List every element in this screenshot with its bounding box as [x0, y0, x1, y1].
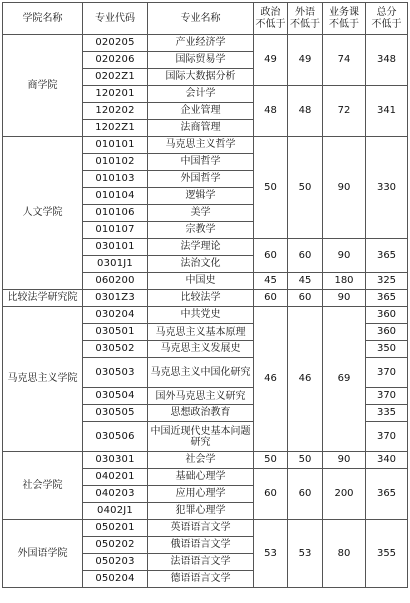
major-cell: 法治文化 — [148, 256, 254, 273]
table-row — [3, 307, 408, 324]
major-cell: 基础心理学 — [148, 469, 254, 486]
code-cell: 030505 — [83, 405, 148, 422]
code-cell: 030502 — [83, 341, 148, 358]
total-cell: 360 — [366, 324, 408, 341]
major-cell: 中共党史 — [148, 307, 254, 324]
language-cell: 53 — [288, 520, 323, 588]
major-cell: 马克思主义发展史 — [148, 341, 254, 358]
table-row — [3, 290, 408, 307]
code-cell: 030204 — [83, 307, 148, 324]
language-cell: 45 — [288, 273, 323, 290]
politics-cell: 48 — [254, 86, 288, 137]
major-cell: 国外马克思主义研究 — [148, 388, 254, 405]
business-cell: 90 — [323, 239, 366, 273]
code-cell: 120202 — [83, 103, 148, 120]
business-cell: 180 — [323, 273, 366, 290]
header-politics-line1: 政治 — [260, 6, 281, 18]
language-cell: 46 — [288, 307, 323, 452]
total-cell: 350 — [366, 341, 408, 358]
politics-cell: 49 — [254, 35, 288, 86]
major-cell: 产业经济学 — [148, 35, 254, 52]
code-cell: 020206 — [83, 52, 148, 69]
table-row — [3, 452, 408, 469]
code-cell: 040203 — [83, 486, 148, 503]
code-cell: 040201 — [83, 469, 148, 486]
code-cell: 020205 — [83, 35, 148, 52]
total-cell: 365 — [366, 239, 408, 273]
code-cell: 050203 — [83, 554, 148, 571]
code-cell: 010102 — [83, 154, 148, 171]
major-cell: 德语语言文学 — [148, 571, 254, 588]
total-cell: 365 — [366, 469, 408, 520]
total-cell: 370 — [366, 358, 408, 388]
business-cell: 90 — [323, 452, 366, 469]
header-total — [366, 3, 408, 35]
major-cell: 比较法学 — [148, 290, 254, 307]
business-cell: 200 — [323, 469, 366, 520]
code-cell: 010104 — [83, 188, 148, 205]
table-row — [3, 35, 408, 52]
code-cell: 030101 — [83, 239, 148, 256]
major-cell: 马克思主义中国化研究 — [148, 358, 254, 388]
total-cell: 370 — [366, 388, 408, 405]
college-cell: 比较法学研究院 — [3, 290, 83, 307]
major-cell: 马克思主义基本原理 — [148, 324, 254, 341]
major-cell: 会计学 — [148, 86, 254, 103]
header-politics-line2: 不低于 — [255, 18, 286, 30]
business-cell: 69 — [323, 307, 366, 452]
major-cell: 法语语言文学 — [148, 554, 254, 571]
code-cell: 050202 — [83, 537, 148, 554]
major-cell: 企业管理 — [148, 103, 254, 120]
politics-cell: 46 — [254, 307, 288, 452]
code-cell: 030504 — [83, 388, 148, 405]
major-cell: 法学理论 — [148, 239, 254, 256]
total-cell: 325 — [366, 273, 408, 290]
total-cell: 355 — [366, 520, 408, 588]
code-cell: 050201 — [83, 520, 148, 537]
language-cell: 50 — [288, 452, 323, 469]
major-cell: 法商管理 — [148, 120, 254, 137]
code-cell: 060200 — [83, 273, 148, 290]
major-cell: 中国近现代史基本问题研究 — [148, 422, 254, 452]
business-cell: 72 — [323, 86, 366, 137]
total-cell: 370 — [366, 422, 408, 452]
code-cell: 010101 — [83, 137, 148, 154]
major-cell: 犯罪心理学 — [148, 503, 254, 520]
header-language — [288, 3, 323, 35]
header-language-line1: 外语 — [295, 6, 315, 18]
table-row — [3, 520, 408, 537]
business-cell: 90 — [323, 290, 366, 307]
major-cell: 英语语言文学 — [148, 520, 254, 537]
language-cell: 60 — [288, 290, 323, 307]
total-cell: 335 — [366, 405, 408, 422]
code-cell: 050204 — [83, 571, 148, 588]
college-cell: 社会学院 — [3, 452, 83, 520]
language-cell: 49 — [288, 35, 323, 86]
header-total-line1: 总分 — [376, 6, 397, 18]
college-cell: 人文学院 — [3, 137, 83, 290]
language-cell: 60 — [288, 239, 323, 273]
header-college: 学院名称 — [3, 3, 83, 35]
politics-cell: 53 — [254, 520, 288, 588]
total-cell: 340 — [366, 452, 408, 469]
code-cell: 0301J1 — [83, 256, 148, 273]
code-cell: 120201 — [83, 86, 148, 103]
major-cell: 马克思主义哲学 — [148, 137, 254, 154]
total-cell: 365 — [366, 290, 408, 307]
code-cell: 010107 — [83, 222, 148, 239]
code-cell: 030503 — [83, 358, 148, 388]
politics-cell: 60 — [254, 290, 288, 307]
header-business-line1: 业务课 — [329, 6, 359, 18]
politics-cell: 50 — [254, 452, 288, 469]
code-cell: 0402J1 — [83, 503, 148, 520]
major-cell: 外国哲学 — [148, 171, 254, 188]
code-cell: 030301 — [83, 452, 148, 469]
college-cell: 外国语学院 — [3, 520, 83, 588]
major-cell: 社会学 — [148, 452, 254, 469]
total-cell: 360 — [366, 307, 408, 324]
code-cell: 010103 — [83, 171, 148, 188]
code-cell: 1202Z1 — [83, 120, 148, 137]
header-code: 专业代码 — [83, 3, 148, 35]
major-cell: 宗教学 — [148, 222, 254, 239]
header-major: 专业名称 — [148, 3, 254, 35]
header-row — [3, 3, 408, 35]
major-cell: 国际贸易学 — [148, 52, 254, 69]
header-language-line2: 不低于 — [290, 18, 320, 30]
politics-cell: 50 — [254, 137, 288, 239]
code-cell: 0301Z3 — [83, 290, 148, 307]
total-cell: 348 — [366, 35, 408, 86]
major-cell: 逻辑学 — [148, 188, 254, 205]
major-cell: 中国史 — [148, 273, 254, 290]
total-cell: 341 — [366, 86, 408, 137]
college-cell: 商学院 — [3, 35, 83, 137]
code-cell: 0202Z1 — [83, 69, 148, 86]
language-cell: 60 — [288, 469, 323, 520]
table-row — [3, 137, 408, 154]
major-cell: 美学 — [148, 205, 254, 222]
code-cell: 010106 — [83, 205, 148, 222]
major-cell: 中国哲学 — [148, 154, 254, 171]
politics-cell: 45 — [254, 273, 288, 290]
header-business — [323, 3, 366, 35]
business-cell: 80 — [323, 520, 366, 588]
header-politics — [254, 3, 288, 35]
business-cell: 74 — [323, 35, 366, 86]
major-cell: 应用心理学 — [148, 486, 254, 503]
politics-cell: 60 — [254, 239, 288, 273]
code-cell: 030506 — [83, 422, 148, 452]
code-cell: 030501 — [83, 324, 148, 341]
header-total-line2: 不低于 — [371, 18, 402, 30]
major-cell: 俄语语言文学 — [148, 537, 254, 554]
language-cell: 50 — [288, 137, 323, 239]
major-cell: 思想政治教育 — [148, 405, 254, 422]
header-business-line2: 不低于 — [329, 18, 359, 30]
score-table — [2, 2, 408, 588]
college-cell: 马克思主义学院 — [3, 307, 83, 452]
major-cell: 国际大数据分析 — [148, 69, 254, 86]
business-cell: 90 — [323, 137, 366, 239]
language-cell: 48 — [288, 86, 323, 137]
politics-cell: 60 — [254, 469, 288, 520]
total-cell: 330 — [366, 137, 408, 239]
